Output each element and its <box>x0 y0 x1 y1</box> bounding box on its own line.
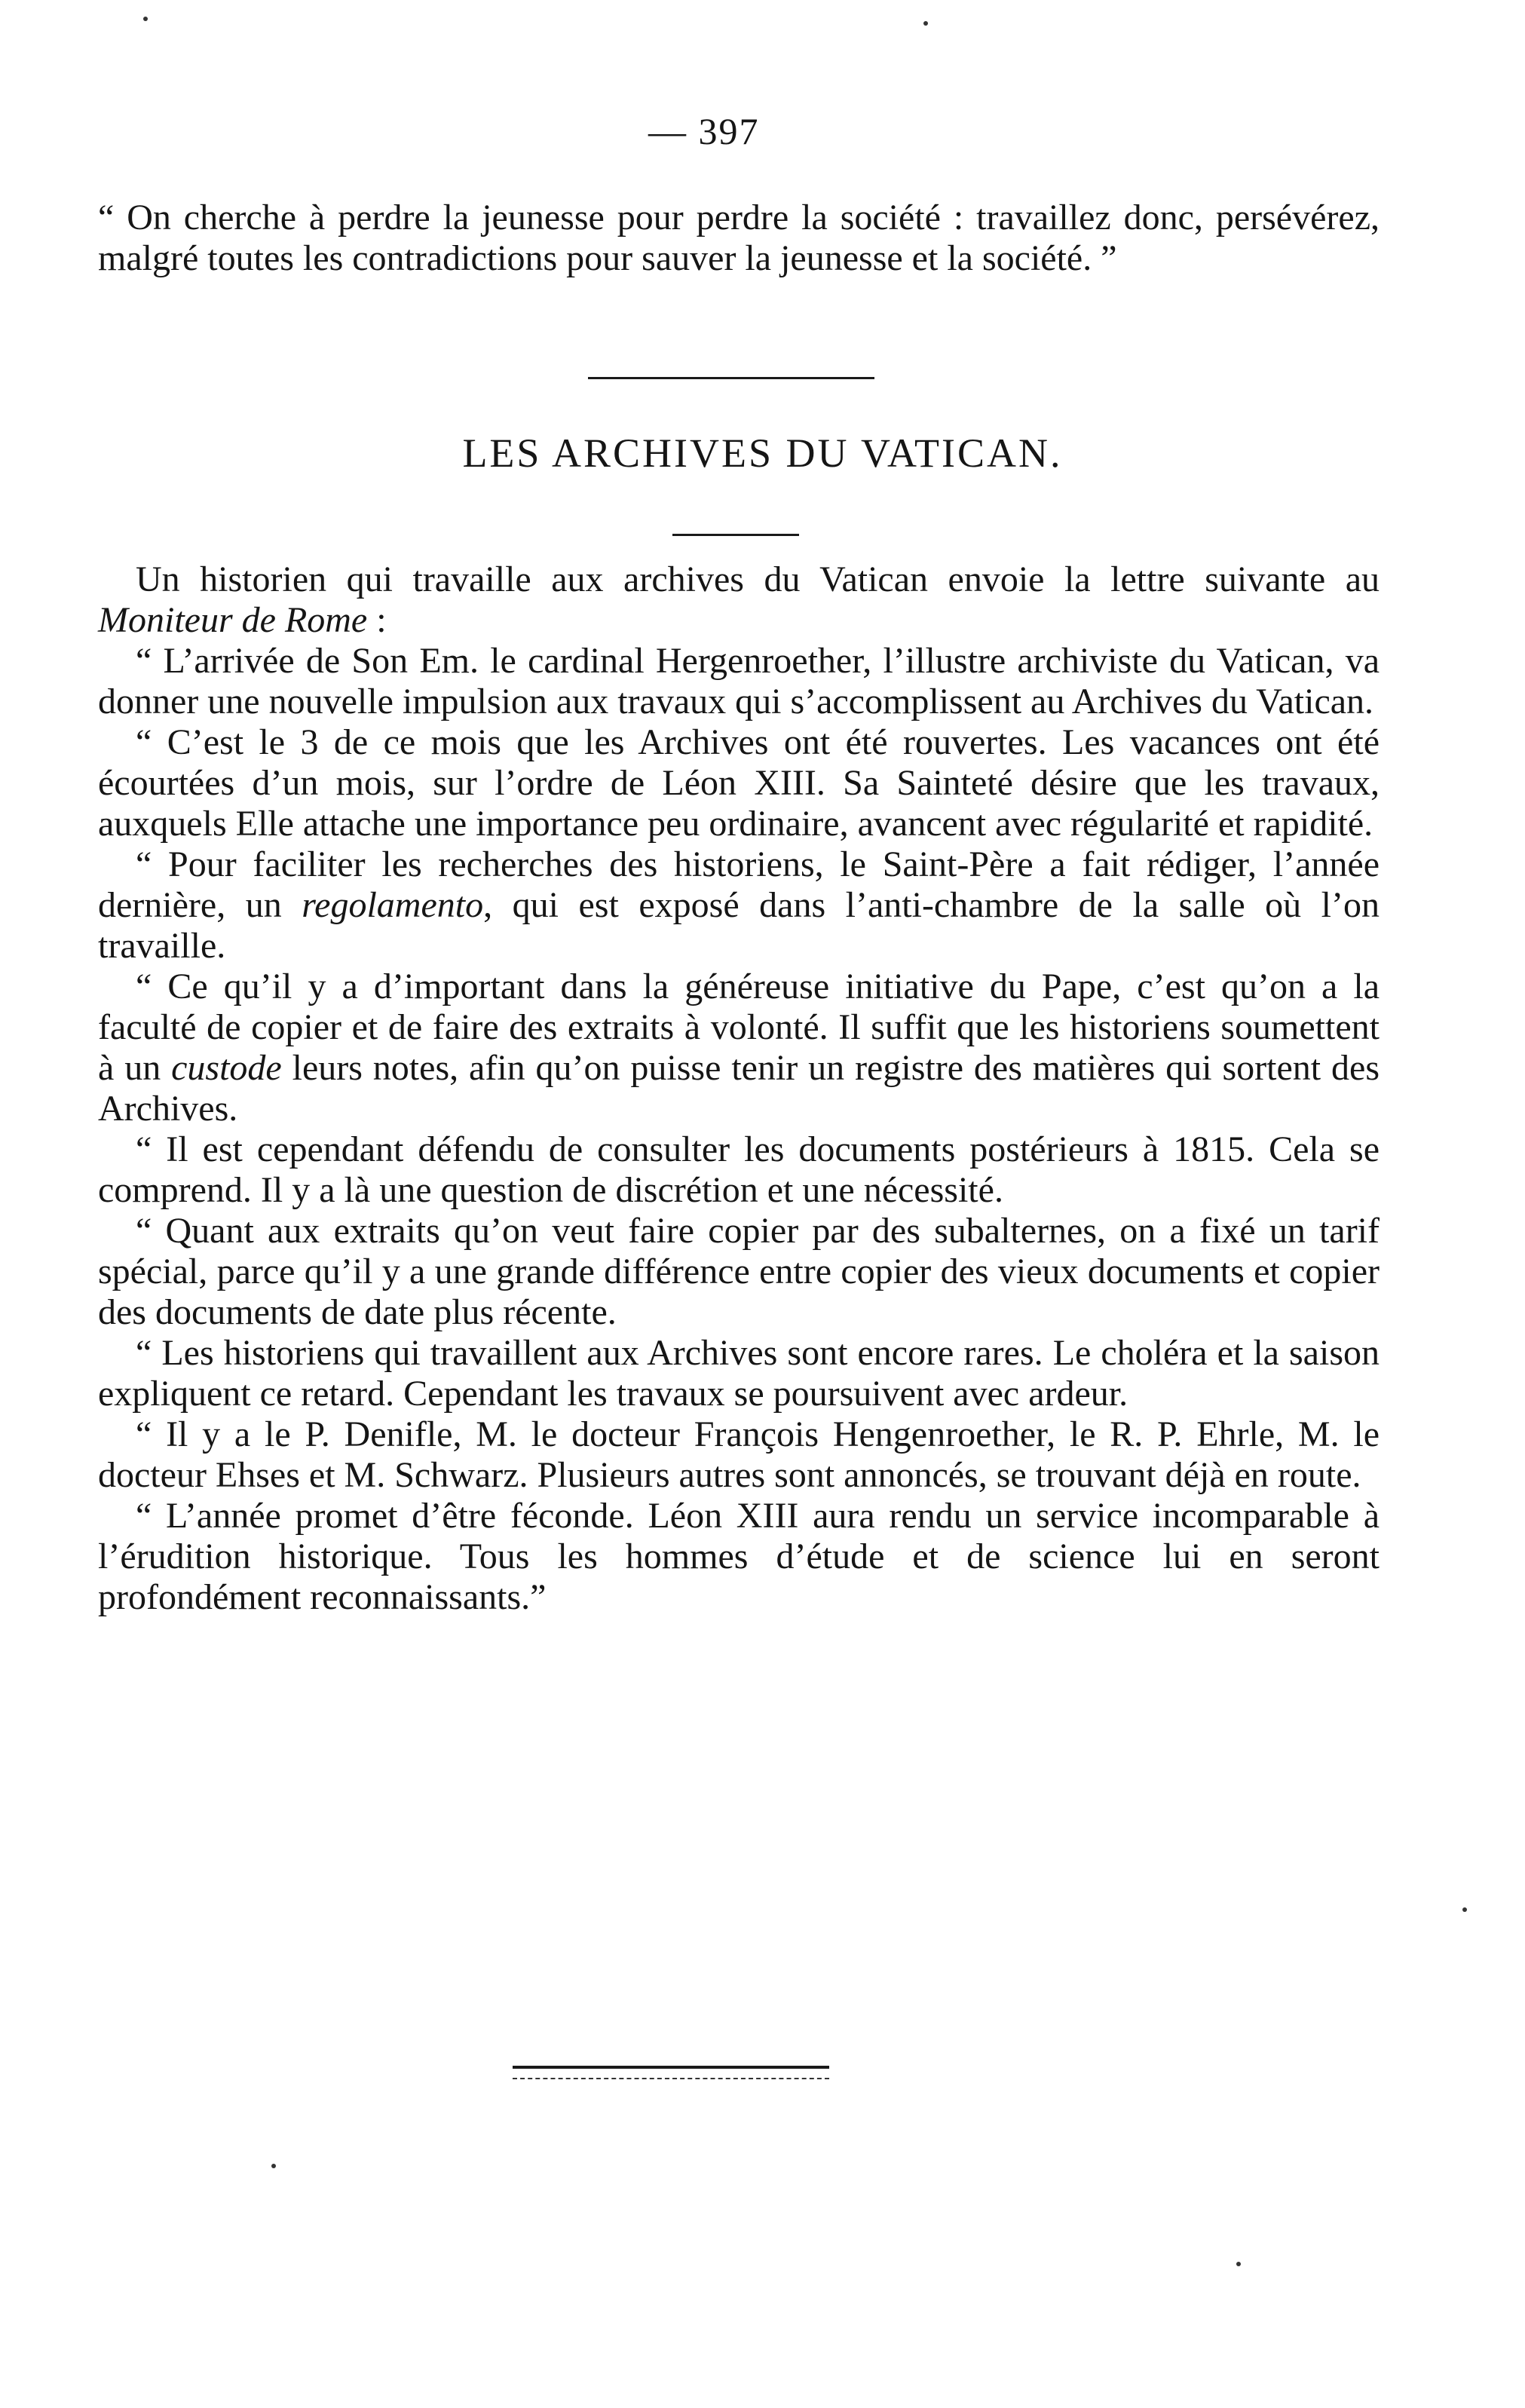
print-speck <box>1462 1907 1467 1912</box>
article-body <box>98 559 1380 1618</box>
closing-rule <box>513 2066 829 2069</box>
custode-term: custode <box>171 1048 282 1088</box>
lead-paragraph <box>98 559 1380 641</box>
section-divider-short <box>672 534 799 536</box>
intro-quote: “ On cherche à perdre la jeunesse pour perdre la société : travaillez donc, persévérez, malgré toutes les contradictions pour sauver la jeunesse et la société. ” <box>98 198 1380 278</box>
paragraph-6: “ Quant aux extraits qu’on veut faire copier par des subalternes, on a fixé un tarif spécial, parce qu’il y a une grande différence entre copier des vieux documents et copier des documents de date plus récente. <box>98 1211 1380 1332</box>
regolamento-term: regolamento <box>302 885 484 925</box>
section-divider-top <box>588 377 874 379</box>
lead-text-before: Un historien qui travaille aux archives du Vatican envoie la lettre suivante au <box>136 559 1380 599</box>
paragraph-3-after: , qui est exposé dans l’anti-chambre de la salle où l’on travaille. <box>98 885 1380 966</box>
newspaper-title: Moniteur de Rome <box>98 600 368 640</box>
print-speck <box>923 21 928 26</box>
paragraph-9: “ L’année promet d’être féconde. Léon XIII aura rendu un service incomparable à l’érudition historique. Tous les hommes d’étude et de science lui en seront profondément reconnaissants.” <box>98 1496 1380 1617</box>
lead-text-after: : <box>367 600 387 640</box>
paragraph-5: “ Il est cependant défendu de consulter les documents postérieurs à 1815. Cela se comprend. Il y a là une question de discrétion et une nécessité. <box>98 1129 1380 1210</box>
paragraph-4-before: “ Ce qu’il y a d’important dans la généreuse initiative du Pape, c’est qu’on a la faculté de copier et de faire des extraits à volonté. Il suffit que les historiens soumettent à un <box>98 967 1380 1088</box>
paragraph-1: “ L’arrivée de Son Em. le cardinal Hergenroether, l’illustre archiviste du Vatican, va donner une nouvelle impulsion aux travaux qui s’accomplissent au Archives du Vatican. <box>98 641 1380 721</box>
paragraph-8: “ Il y a le P. Denifle, M. le docteur François Hengenroether, le R. P. Ehrle, M. le docteur Ehses et M. Schwarz. Plusieurs autres sont annoncés, se trouvant déjà en route. <box>98 1414 1380 1495</box>
page-number: — 397 <box>648 110 760 152</box>
print-speck <box>143 17 148 21</box>
paragraph-4 <box>98 967 1380 1129</box>
closing-rule-dashed <box>513 2078 829 2079</box>
paragraph-4-after: leurs notes, afin qu’on puisse tenir un registre des matières qui sortent des Archives. <box>98 1048 1380 1129</box>
paragraph-7: “ Les historiens qui travaillent aux Archives sont encore rares. Le choléra et la saison expliquent ce retard. Cependant les travaux se poursuivent avec ardeur. <box>98 1333 1380 1414</box>
paragraph-3-before: “ Pour faciliter les recherches des historiens, le Saint-Père a fait rédiger, l’année dernière, un <box>98 844 1380 925</box>
paragraph-3 <box>98 844 1380 967</box>
print-speck <box>271 2164 276 2168</box>
section-title: LES ARCHIVES DU VATICAN. <box>462 430 1063 476</box>
print-speck <box>1236 2262 1241 2266</box>
paragraph-2: “ C’est le 3 de ce mois que les Archives ont été rouvertes. Les vacances ont été écourtées d’un mois, sur l’ordre de Léon XIII. Sa Sainteté désire que les travaux, auxquels Elle attache une importance peu ordinaire, avancent avec régularité et rapidité. <box>98 722 1380 844</box>
